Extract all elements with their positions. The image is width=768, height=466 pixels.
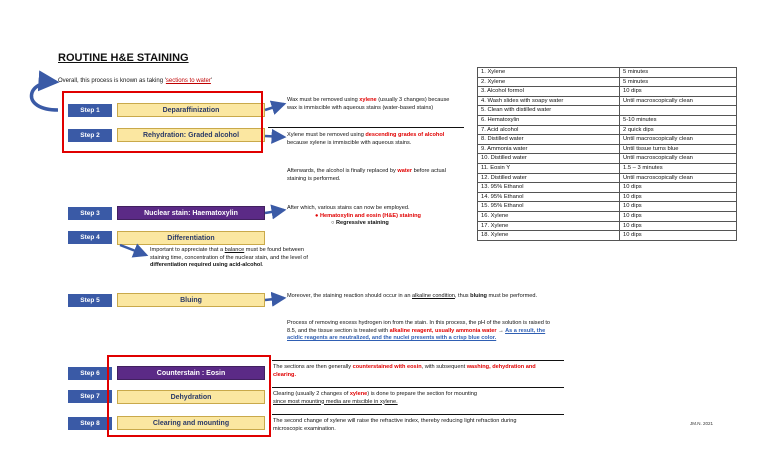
protocol-duration bbox=[620, 106, 737, 116]
protocol-reagent: 4. Wash slides with soapy water bbox=[478, 96, 620, 106]
protocol-reagent: 16. Xylene bbox=[478, 211, 620, 221]
step-3-nuclear-stain: Nuclear stain: Haematoxylin bbox=[117, 206, 265, 220]
protocol-row bbox=[478, 192, 737, 202]
protocol-reagent: 12. Distilled water bbox=[478, 173, 620, 183]
protocol-duration: 10 dips bbox=[620, 192, 737, 202]
protocol-duration: Until macroscopically clean bbox=[620, 173, 737, 183]
protocol-reagent: 10. Distilled water bbox=[478, 154, 620, 164]
protocol-row bbox=[478, 231, 737, 241]
step-7-label: Step 7 bbox=[68, 390, 112, 403]
protocol-reagent: 2. Xylene bbox=[478, 77, 620, 87]
protocol-row bbox=[478, 106, 737, 116]
sections-to-water-link: sections to water bbox=[165, 78, 211, 84]
protocol-duration: 10 dips bbox=[620, 87, 737, 97]
protocol-row bbox=[478, 115, 737, 125]
protocol-duration: 10 dips bbox=[620, 231, 737, 241]
protocol-row bbox=[478, 173, 737, 183]
arrow-icon bbox=[265, 136, 284, 137]
note-step-8: The second change of xylene will raise the refractive index, thereby reducing light refraction during microscopic examination. bbox=[273, 418, 517, 432]
note-step-2-water: Afterwards, the alcohol is finally replaced by water before actual staining is performed. bbox=[287, 168, 446, 182]
protocol-row bbox=[478, 125, 737, 135]
protocol-duration: 2 quick dips bbox=[620, 125, 737, 135]
step-6-label: Step 6 bbox=[68, 367, 112, 380]
note-step-7: Clearing (usually 2 changes of xylene) is done to prepare the section for mounting since most mounting media are miscible in xylene. bbox=[273, 391, 477, 405]
protocol-duration: 10 dips bbox=[620, 221, 737, 231]
protocol-row bbox=[478, 211, 737, 221]
protocol-duration: 5-10 minutes bbox=[620, 115, 737, 125]
step-2-label: Step 2 bbox=[68, 129, 112, 142]
protocol-reagent: 8. Distilled water bbox=[478, 135, 620, 145]
step-6-counterstain: Counterstain : Eosin bbox=[117, 366, 265, 380]
note-step-3: After which, various stains can now be employed. ● Hematoxylin and eosin (H&E) staining ○ Regressive staining bbox=[287, 205, 421, 227]
step-2-rehydration: Rehydration: Graded alcohol bbox=[117, 128, 265, 142]
note-step-1: Wax must be removed using xylene (usually 3 changes) because wax is immiscible with aqueous stains (water-based stains) bbox=[287, 97, 450, 111]
intro-text: Overall, this process is known as taking 'sections to water' bbox=[58, 78, 213, 84]
arrow-icon bbox=[265, 210, 284, 213]
protocol-reagent: 3. Alcohol formol bbox=[478, 87, 620, 97]
protocol-row bbox=[478, 154, 737, 164]
protocol-reagent: 11. Eosin Y bbox=[478, 163, 620, 173]
step-5-label: Step 5 bbox=[68, 294, 112, 307]
step-4-differentiation: Differentiation bbox=[117, 231, 265, 245]
protocol-reagent: 13. 95% Ethanol bbox=[478, 183, 620, 193]
signature: JM.N. 2021 bbox=[690, 421, 714, 426]
protocol-duration: Until tissue turns blue bbox=[620, 144, 737, 154]
note-step-2: Xylene must be removed using descending grades of alcohol because xylene is immiscible with aqueous stains. bbox=[287, 132, 445, 146]
arrow-icon bbox=[120, 245, 146, 255]
step-1-deparaffinization: Deparaffinization bbox=[117, 103, 265, 117]
protocol-reagent: 14. 95% Ethanol bbox=[478, 192, 620, 202]
protocol-row bbox=[478, 77, 737, 87]
protocol-row bbox=[478, 183, 737, 193]
protocol-duration: Until macroscopically clean bbox=[620, 96, 737, 106]
page-title: ROUTINE H&E STAINING bbox=[58, 52, 189, 64]
protocol-reagent: 5. Clean with distilled water bbox=[478, 106, 620, 116]
protocol-duration: 10 dips bbox=[620, 211, 737, 221]
protocol-duration: 5 minutes bbox=[620, 77, 737, 87]
protocol-duration: 10 dips bbox=[620, 202, 737, 212]
step-5-bluing: Bluing bbox=[117, 293, 265, 307]
protocol-duration: Until macroscopically clean bbox=[620, 135, 737, 145]
arrow-icon bbox=[265, 298, 284, 300]
protocol-duration: 1.5 – 3 minutes bbox=[620, 163, 737, 173]
protocol-row bbox=[478, 96, 737, 106]
step-7-dehydration: Dehydration bbox=[117, 390, 265, 404]
protocol-duration: 5 minutes bbox=[620, 68, 737, 78]
note-step-5: Moreover, the staining reaction should occur in an alkaline condition, thus bluing must be performed. bbox=[287, 293, 538, 299]
loop-arrow-icon bbox=[31, 82, 58, 110]
protocol-reagent: 1. Xylene bbox=[478, 68, 620, 78]
protocol-row bbox=[478, 221, 737, 231]
arrow-icon bbox=[265, 104, 284, 110]
step-8-label: Step 8 bbox=[68, 417, 112, 430]
protocol-reagent: 7. Acid alcohol bbox=[478, 125, 620, 135]
protocol-reagent: 6. Hematoxylin bbox=[478, 115, 620, 125]
protocol-row bbox=[478, 87, 737, 97]
protocol-duration: 10 dips bbox=[620, 183, 737, 193]
protocol-row bbox=[478, 68, 737, 78]
protocol-table bbox=[477, 67, 737, 241]
protocol-reagent: 18. Xylene bbox=[478, 231, 620, 241]
note-step-6: The sections are then generally counterstained with eosin, with subsequent washing, dehydration and clearing. bbox=[273, 364, 536, 378]
protocol-row bbox=[478, 144, 737, 154]
note-step-4: Important to appreciate that a balance must be found between staining time, concentration of the nuclear stain, and the level of differentiation required using acid-alcohol. bbox=[150, 247, 308, 269]
step-4-label: Step 4 bbox=[68, 231, 112, 244]
note-bluing-process: Process of removing excess hydrogen ion from the stain. In this process, the pH of the solution is raised to 8.5, and the tissue section is treated with alkaline reagent, usually ammonia water → As a result, the acidic reagents are neutralized, and the nuclei presents with a crisp blue color. bbox=[287, 320, 551, 342]
protocol-row bbox=[478, 163, 737, 173]
step-1-label: Step 1 bbox=[68, 104, 112, 117]
step-3-label: Step 3 bbox=[68, 207, 112, 220]
protocol-row bbox=[478, 135, 737, 145]
protocol-reagent: 9. Ammonia water bbox=[478, 144, 620, 154]
protocol-reagent: 15. 95% Ethanol bbox=[478, 202, 620, 212]
protocol-row bbox=[478, 202, 737, 212]
protocol-duration: Until macroscopically clean bbox=[620, 154, 737, 164]
step-8-clearing-mounting: Clearing and mounting bbox=[117, 416, 265, 430]
protocol-reagent: 17. Xylene bbox=[478, 221, 620, 231]
